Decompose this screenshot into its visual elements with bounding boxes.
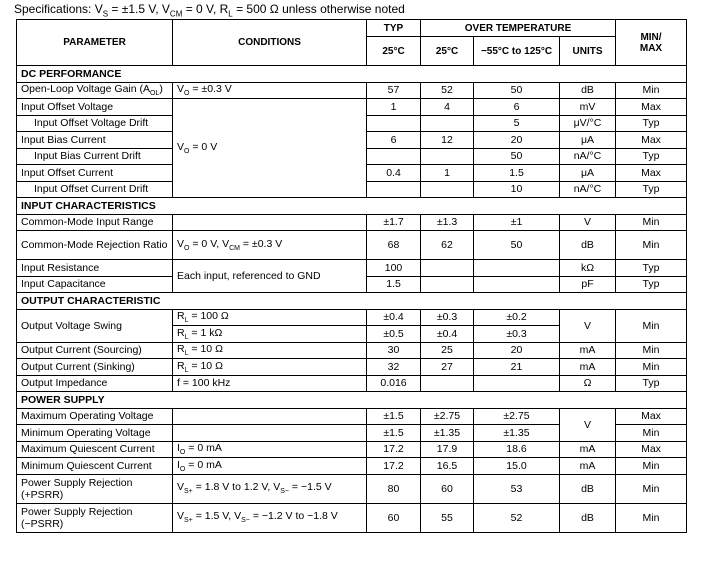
typ-cell: 1.5 [367, 276, 421, 293]
range-cell: 50 [474, 148, 560, 165]
typ-cell: 17.2 [367, 458, 421, 475]
param-cell: Minimum Quiescent Current [17, 458, 173, 475]
conditions-cell: $R_L = 100$ Ω [173, 309, 367, 326]
range-cell: ±0.3 [474, 326, 560, 343]
header-25c: 25°C [421, 37, 474, 66]
header-conditions: CONDITIONS [173, 20, 367, 66]
table-row [17, 503, 687, 532]
section-row [17, 392, 687, 409]
units-cell: dB [560, 503, 616, 532]
range-cell: 6 [474, 99, 560, 116]
table-row [17, 214, 687, 231]
units-cell: V [560, 214, 616, 231]
conditions-cell: $R_L = 1$ kΩ [173, 326, 367, 343]
typ-cell: ±0.4 [367, 309, 421, 326]
t25-cell [421, 148, 474, 165]
conditions-cell: $V_{S+} = 1.8$ V to 1.2 V, $V_{S-} = -1.5$ V [173, 474, 367, 503]
units-cell: nA/°C [560, 148, 616, 165]
units-cell: Ω [560, 375, 616, 392]
range-cell [474, 375, 560, 392]
minmax-cell: Max [616, 408, 687, 425]
range-cell: 18.6 [474, 441, 560, 458]
typ-cell: 6 [367, 132, 421, 149]
param-cell: Open-Loop Voltage Gain $(A_{OL})$ [17, 82, 173, 99]
section-power-supply: POWER SUPPLY [17, 392, 687, 409]
minmax-cell: Min [616, 214, 687, 231]
typ-cell [367, 148, 421, 165]
range-cell: 53 [474, 474, 560, 503]
t25-cell: ±2.75 [421, 408, 474, 425]
units-cell: nA/°C [560, 181, 616, 198]
units-cell: μA [560, 165, 616, 182]
header-parameter: PARAMETER [17, 20, 173, 66]
minmax-cell: Min [616, 503, 687, 532]
conditions-cell: $V_{S+} = 1.5$ V, $V_{S-} = -1.2$ V to −1.8 V [173, 503, 367, 532]
param-cell: Input Capacitance [17, 276, 173, 293]
range-cell: 50 [474, 231, 560, 260]
conditions-cell: Each input, referenced to GND [173, 260, 367, 293]
t25-cell: ±1.3 [421, 214, 474, 231]
specifications-line: Specifications: $V_S = \pm 1.5$ V, $V_{CM} = 0$ V, $R_L = 500$ Ω unless otherwise noted [14, 2, 405, 19]
typ-cell: ±1.5 [367, 408, 421, 425]
param-cell: Input Bias Current [17, 132, 173, 149]
typ-cell: 0.4 [367, 165, 421, 182]
table-row [17, 260, 687, 277]
typ-cell: 68 [367, 231, 421, 260]
table-row [17, 458, 687, 475]
typ-cell: 32 [367, 359, 421, 376]
param-cell: Output Impedance [17, 375, 173, 392]
section-dc-performance: DC PERFORMANCE [17, 66, 687, 83]
typ-cell: 100 [367, 260, 421, 277]
minmax-cell: Typ [616, 148, 687, 165]
minmax-cell: Min [616, 474, 687, 503]
minmax-cell: Typ [616, 276, 687, 293]
t25-cell: 27 [421, 359, 474, 376]
section-row [17, 293, 687, 310]
section-row [17, 66, 687, 83]
units-cell: μV/°C [560, 115, 616, 132]
units-cell: mA [560, 441, 616, 458]
param-cell: Output Current (Sinking) [17, 359, 173, 376]
units-cell: V [560, 408, 616, 441]
conditions-cell: f = 100 kHz [173, 375, 367, 392]
typ-cell: 57 [367, 82, 421, 99]
t25-cell: ±1.35 [421, 425, 474, 442]
section-input-characteristics: INPUT CHARACTERISTICS [17, 198, 687, 215]
t25-cell: ±0.3 [421, 309, 474, 326]
units-cell: V [560, 309, 616, 342]
param-cell: Power Supply Rejection (+PSRR) [17, 474, 173, 503]
param-cell: Output Voltage Swing [17, 309, 173, 342]
range-cell: 20 [474, 342, 560, 359]
table-row [17, 474, 687, 503]
minmax-cell: Max [616, 441, 687, 458]
header-units: UNITS [560, 37, 616, 66]
range-cell: 1.5 [474, 165, 560, 182]
param-cell: Maximum Operating Voltage [17, 408, 173, 425]
typ-cell: 60 [367, 503, 421, 532]
typ-cell: 0.016 [367, 375, 421, 392]
conditions-cell: $R_L = 10$ Ω [173, 342, 367, 359]
param-cell: Common-Mode Input Range [17, 214, 173, 231]
param-cell: Output Current (Sourcing) [17, 342, 173, 359]
header-min-max: MIN/ MAX [616, 20, 687, 66]
param-cell: Input Resistance [17, 260, 173, 277]
range-cell: ±2.75 [474, 408, 560, 425]
conditions-cell: $V_O = 0$ V, $V_{CM} = \pm 0.3$ V [173, 231, 367, 260]
units-cell: dB [560, 231, 616, 260]
param-cell: Common-Mode Rejection Ratio [17, 231, 173, 260]
t25-cell [421, 260, 474, 277]
t25-cell [421, 115, 474, 132]
table-row [17, 82, 687, 99]
minmax-cell: Typ [616, 115, 687, 132]
minmax-cell: Typ [616, 375, 687, 392]
typ-cell: 17.2 [367, 441, 421, 458]
param-cell: Minimum Operating Voltage [17, 425, 173, 442]
range-cell: 50 [474, 82, 560, 99]
minmax-cell: Min [616, 309, 687, 342]
param-cell: Maximum Quiescent Current [17, 441, 173, 458]
minmax-cell: Min [616, 342, 687, 359]
param-cell: Power Supply Rejection (−PSRR) [17, 503, 173, 532]
param-cell: Input Offset Current Drift [17, 181, 173, 198]
header-over-temperature: OVER TEMPERATURE [421, 20, 616, 37]
conditions-cell: $I_O = 0$ mA [173, 458, 367, 475]
typ-cell: 1 [367, 99, 421, 116]
minmax-cell: Max [616, 132, 687, 149]
minmax-cell: Max [616, 165, 687, 182]
minmax-cell: Min [616, 458, 687, 475]
section-output-characteristic: OUTPUT CHARACTERISTIC [17, 293, 687, 310]
t25-cell: 4 [421, 99, 474, 116]
units-cell: mA [560, 458, 616, 475]
typ-cell: ±1.7 [367, 214, 421, 231]
table-row [17, 309, 687, 326]
minmax-cell: Min [616, 359, 687, 376]
range-cell: ±1.35 [474, 425, 560, 442]
t25-cell [421, 375, 474, 392]
header-typ: TYP [367, 20, 421, 37]
range-cell: 10 [474, 181, 560, 198]
range-cell: 15.0 [474, 458, 560, 475]
units-cell: mV [560, 99, 616, 116]
param-cell: Input Offset Voltage [17, 99, 173, 116]
range-cell: 52 [474, 503, 560, 532]
conditions-cell [173, 425, 367, 442]
table-row [17, 359, 687, 376]
t25-cell [421, 276, 474, 293]
range-cell: 21 [474, 359, 560, 376]
t25-cell: 12 [421, 132, 474, 149]
minmax-cell: Min [616, 82, 687, 99]
typ-cell [367, 115, 421, 132]
t25-cell: 60 [421, 474, 474, 503]
t25-cell: 52 [421, 82, 474, 99]
table-row [17, 408, 687, 425]
minmax-cell: Max [616, 99, 687, 116]
t25-cell: 55 [421, 503, 474, 532]
t25-cell: 17.9 [421, 441, 474, 458]
t25-cell: 16.5 [421, 458, 474, 475]
units-cell: dB [560, 474, 616, 503]
units-cell: kΩ [560, 260, 616, 277]
param-cell: Input Offset Voltage Drift [17, 115, 173, 132]
units-cell: mA [560, 342, 616, 359]
range-cell: 5 [474, 115, 560, 132]
t25-cell: 1 [421, 165, 474, 182]
table-row [17, 441, 687, 458]
typ-cell: 80 [367, 474, 421, 503]
table-row [17, 375, 687, 392]
conditions-cell: $V_O = \pm 0.3$ V [173, 82, 367, 99]
t25-cell [421, 181, 474, 198]
units-cell: pF [560, 276, 616, 293]
header-temp-range: −55°C to 125°C [474, 37, 560, 66]
range-cell: ±0.2 [474, 309, 560, 326]
typ-cell: 30 [367, 342, 421, 359]
param-cell: Input Bias Current Drift [17, 148, 173, 165]
table-row [17, 99, 687, 116]
t25-cell: ±0.4 [421, 326, 474, 343]
table-row [17, 231, 687, 260]
typ-cell: ±1.5 [367, 425, 421, 442]
units-cell: mA [560, 359, 616, 376]
minmax-cell: Min [616, 425, 687, 442]
typ-cell [367, 181, 421, 198]
header-typ-25c: 25°C [367, 37, 421, 66]
conditions-cell [173, 408, 367, 425]
range-cell [474, 276, 560, 293]
typ-cell: ±0.5 [367, 326, 421, 343]
header-row-1 [17, 20, 687, 37]
t25-cell: 62 [421, 231, 474, 260]
units-cell: μA [560, 132, 616, 149]
range-cell: ±1 [474, 214, 560, 231]
minmax-cell: Typ [616, 181, 687, 198]
table-row [17, 342, 687, 359]
range-cell [474, 260, 560, 277]
minmax-cell: Min [616, 231, 687, 260]
section-row [17, 198, 687, 215]
conditions-cell: $I_O = 0$ mA [173, 441, 367, 458]
units-cell: dB [560, 82, 616, 99]
range-cell: 20 [474, 132, 560, 149]
minmax-cell: Typ [616, 260, 687, 277]
conditions-cell: $R_L = 10$ Ω [173, 359, 367, 376]
param-cell: Input Offset Current [17, 165, 173, 182]
conditions-cell: $V_O = 0$ V [173, 99, 367, 198]
specifications-table [16, 19, 687, 533]
t25-cell: 25 [421, 342, 474, 359]
conditions-cell [173, 214, 367, 231]
